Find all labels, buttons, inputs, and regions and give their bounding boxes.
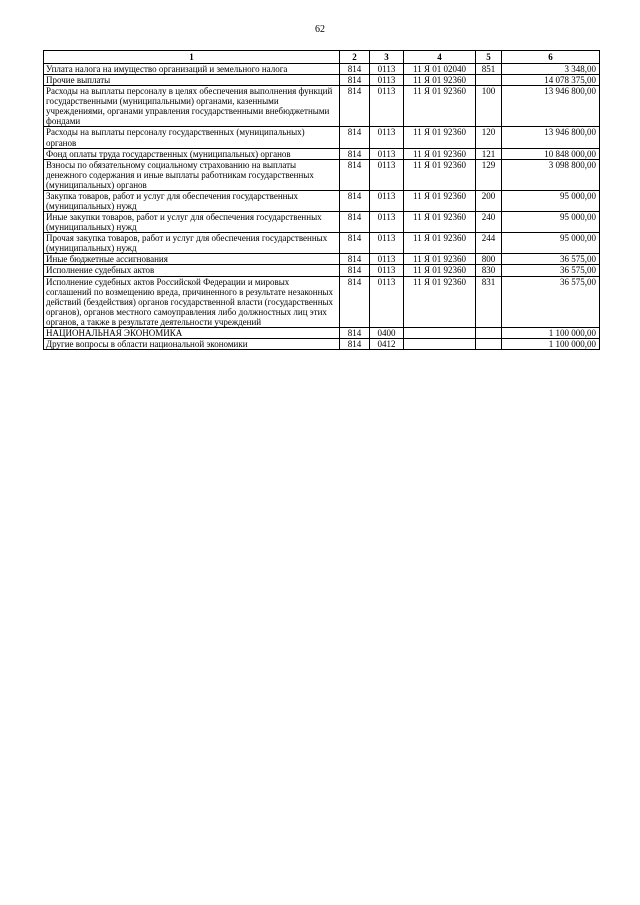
row-target-code: 11 Я 01 02040 <box>404 64 476 75</box>
row-amount: 13 946 800,00 <box>502 86 600 127</box>
table-row <box>44 265 600 276</box>
row-expense-type: 240 <box>476 212 502 233</box>
row-amount: 3 348,00 <box>502 64 600 75</box>
row-amount: 14 078 375,00 <box>502 75 600 86</box>
table-row <box>44 190 600 211</box>
row-expense-type <box>476 327 502 338</box>
table-row <box>44 254 600 265</box>
row-expense-type <box>476 75 502 86</box>
row-target-code: 11 Я 01 92360 <box>404 233 476 254</box>
row-grbs-code: 814 <box>340 327 370 338</box>
row-grbs-code: 814 <box>340 265 370 276</box>
row-target-code: 11 Я 01 92360 <box>404 265 476 276</box>
col-header-5: 5 <box>476 51 502 64</box>
table-row <box>44 148 600 159</box>
row-grbs-code: 814 <box>340 212 370 233</box>
row-grbs-code: 814 <box>340 190 370 211</box>
row-expense-type: 100 <box>476 86 502 127</box>
row-name: Иные бюджетные ассигнования <box>44 254 340 265</box>
table-row <box>44 212 600 233</box>
row-section-code: 0113 <box>370 148 404 159</box>
row-expense-type: 800 <box>476 254 502 265</box>
row-expense-type: 129 <box>476 159 502 190</box>
table-row <box>44 339 600 350</box>
table-row <box>44 276 600 327</box>
row-name: Иные закупки товаров, работ и услуг для обеспечения государственных (муниципальных) нужд <box>44 212 340 233</box>
row-name: Расходы на выплаты персоналу в целях обеспечения выполнения функций государственными (муниципальными) органами, казенными учреждениями, органами управления государственными внебюджетными фондами <box>44 86 340 127</box>
row-grbs-code: 814 <box>340 75 370 86</box>
row-section-code: 0113 <box>370 254 404 265</box>
row-grbs-code: 814 <box>340 86 370 127</box>
row-name: Другие вопросы в области национальной экономики <box>44 339 340 350</box>
table-header-row <box>44 51 600 64</box>
row-target-code <box>404 339 476 350</box>
row-expense-type: 121 <box>476 148 502 159</box>
row-section-code: 0412 <box>370 339 404 350</box>
row-name: Исполнение судебных актов Российской Федерации и мировых соглашений по возмещению вреда, причиненного в результате незаконных действий (бездействия) органов государственной власти (государственных органов), органов местного самоуправления либо должностных лиц этих органов, а также в результате деятельности учреждений <box>44 276 340 327</box>
row-amount: 13 946 800,00 <box>502 127 600 148</box>
row-section-code: 0113 <box>370 190 404 211</box>
budget-table <box>43 50 600 350</box>
table-row <box>44 159 600 190</box>
col-header-3: 3 <box>370 51 404 64</box>
row-name: Закупка товаров, работ и услуг для обеспечения государственных (муниципальных) нужд <box>44 190 340 211</box>
row-section-code: 0113 <box>370 276 404 327</box>
row-section-code: 0113 <box>370 233 404 254</box>
col-header-2: 2 <box>340 51 370 64</box>
row-expense-type: 200 <box>476 190 502 211</box>
row-section-code: 0113 <box>370 159 404 190</box>
row-name: НАЦИОНАЛЬНАЯ ЭКОНОМИКА <box>44 327 340 338</box>
row-grbs-code: 814 <box>340 64 370 75</box>
row-name: Прочие выплаты <box>44 75 340 86</box>
col-header-4: 4 <box>404 51 476 64</box>
row-target-code: 11 Я 01 92360 <box>404 86 476 127</box>
row-section-code: 0113 <box>370 75 404 86</box>
row-section-code: 0113 <box>370 64 404 75</box>
row-name: Прочая закупка товаров, работ и услуг для обеспечения государственных (муниципальных) нужд <box>44 233 340 254</box>
row-target-code: 11 Я 01 92360 <box>404 190 476 211</box>
row-amount: 1 100 000,00 <box>502 339 600 350</box>
row-target-code: 11 Я 01 92360 <box>404 127 476 148</box>
col-header-6: 6 <box>502 51 600 64</box>
col-header-1: 1 <box>44 51 340 64</box>
row-name: Взносы по обязательному социальному страхованию на выплаты денежного содержания и иные выплаты работникам государственных (муниципальных) органов <box>44 159 340 190</box>
table-row <box>44 327 600 338</box>
row-grbs-code: 814 <box>340 233 370 254</box>
row-amount: 95 000,00 <box>502 190 600 211</box>
row-expense-type: 851 <box>476 64 502 75</box>
row-expense-type: 244 <box>476 233 502 254</box>
row-grbs-code: 814 <box>340 276 370 327</box>
row-target-code <box>404 327 476 338</box>
row-name: Фонд оплаты труда государственных (муниципальных) органов <box>44 148 340 159</box>
row-section-code: 0113 <box>370 212 404 233</box>
row-grbs-code: 814 <box>340 159 370 190</box>
row-name: Расходы на выплаты персоналу государственных (муниципальных) органов <box>44 127 340 148</box>
table-row <box>44 75 600 86</box>
table-row <box>44 233 600 254</box>
row-section-code: 0113 <box>370 86 404 127</box>
row-target-code: 11 Я 01 92360 <box>404 75 476 86</box>
row-grbs-code: 814 <box>340 127 370 148</box>
row-amount: 1 100 000,00 <box>502 327 600 338</box>
row-grbs-code: 814 <box>340 148 370 159</box>
row-amount: 3 098 800,00 <box>502 159 600 190</box>
row-amount: 10 848 000,00 <box>502 148 600 159</box>
row-target-code: 11 Я 01 92360 <box>404 148 476 159</box>
row-name: Исполнение судебных актов <box>44 265 340 276</box>
row-target-code: 11 Я 01 92360 <box>404 159 476 190</box>
row-target-code: 11 Я 01 92360 <box>404 212 476 233</box>
row-grbs-code: 814 <box>340 254 370 265</box>
row-section-code: 0113 <box>370 265 404 276</box>
row-target-code: 11 Я 01 92360 <box>404 254 476 265</box>
row-expense-type: 831 <box>476 276 502 327</box>
row-name: Уплата налога на имущество организаций и земельного налога <box>44 64 340 75</box>
row-amount: 36 575,00 <box>502 254 600 265</box>
row-section-code: 0113 <box>370 127 404 148</box>
table-row <box>44 64 600 75</box>
row-target-code: 11 Я 01 92360 <box>404 276 476 327</box>
row-amount: 95 000,00 <box>502 233 600 254</box>
row-grbs-code: 814 <box>340 339 370 350</box>
row-expense-type <box>476 339 502 350</box>
table-row <box>44 86 600 127</box>
page-number: 62 <box>315 24 325 35</box>
row-amount: 36 575,00 <box>502 276 600 327</box>
row-amount: 95 000,00 <box>502 212 600 233</box>
table-row <box>44 127 600 148</box>
row-section-code: 0400 <box>370 327 404 338</box>
row-expense-type: 120 <box>476 127 502 148</box>
row-expense-type: 830 <box>476 265 502 276</box>
row-amount: 36 575,00 <box>502 265 600 276</box>
